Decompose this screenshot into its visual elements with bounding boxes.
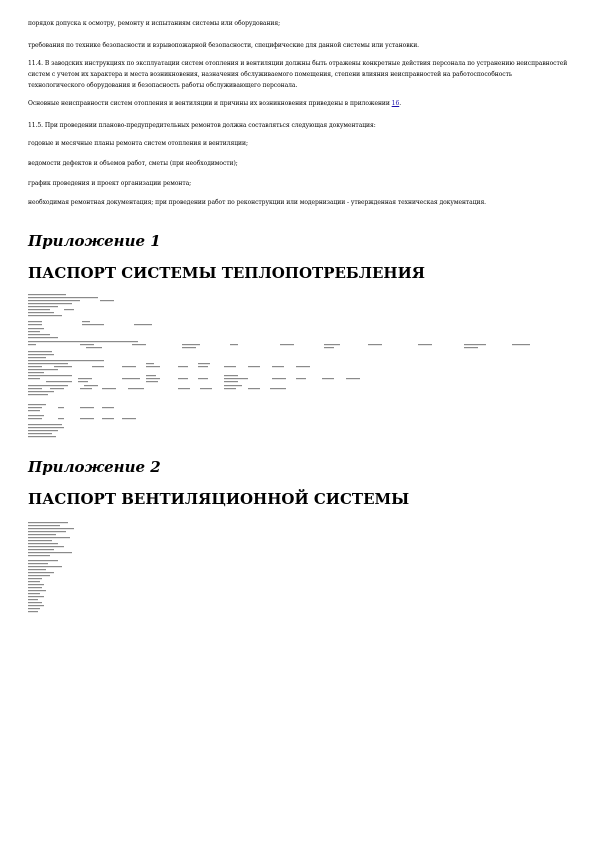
paragraph-safety-requirements: требования по технике безопасности и взрывопожарной безопасности, специфические для данной системы или установки. — [28, 42, 420, 49]
ventilation-passport-form — [28, 522, 148, 622]
paragraph-annual-plans: годовые и месячные планы ремонта систем отопления и вентиляции; — [28, 140, 248, 147]
ventilation-form-illegible-scan — [28, 522, 148, 622]
paragraph-defect-lists: ведомости дефектов и объемов работ, сметы (при необходимости); — [28, 160, 238, 167]
appendix-2-label: Приложение 2 — [28, 458, 161, 476]
appendix-1-title: ПАСПОРТ СИСТЕМЫ ТЕПЛОПОТРЕБЛЕНИЯ — [28, 264, 425, 282]
heat-system-passport-form — [28, 294, 548, 444]
paragraph-11-4: 11.4. В заводских инструкциях по эксплуатации систем отопления и вентиляции должны быть отражены конкретные действия персонала по устранению неисправностей систем с учетом их характера и места возникновения, назначения обслуживаемого помещения, степени влияния неисправностей на работоспособность технологического оборудования и безопасность работы обслуживающего персонала. — [28, 60, 568, 89]
paragraph-faults-text: Основные неисправности систем отопления и вентиляции и причины их возникновения приведены в приложении — [28, 100, 392, 107]
appendix-2-title: ПАСПОРТ ВЕНТИЛЯЦИОННОЙ СИСТЕМЫ — [28, 490, 410, 508]
paragraph-faults-end: . — [399, 100, 402, 107]
paragraph-admission-procedure: порядок допуска к осмотру, ремонту и испытаниям системы или оборудования; — [28, 20, 281, 27]
passport-form-illegible-scan — [28, 294, 548, 444]
paragraph-faults-reference — [28, 98, 568, 109]
paragraph-repair-docs: необходимая ремонтная документация; при проведении работ по реконструкции или модернизации - утвержденная техническая документация. — [28, 199, 487, 206]
paragraph-repair-schedule: график проведения и проект организации ремонта; — [28, 180, 192, 187]
appendix-1-label: Приложение 1 — [28, 232, 161, 250]
appendix-16-link[interactable]: 16 — [391, 100, 400, 107]
paragraph-11-5: 11.5. При проведении планово-предупредительных ремонтов должна составляться следующая документация: — [28, 122, 376, 129]
